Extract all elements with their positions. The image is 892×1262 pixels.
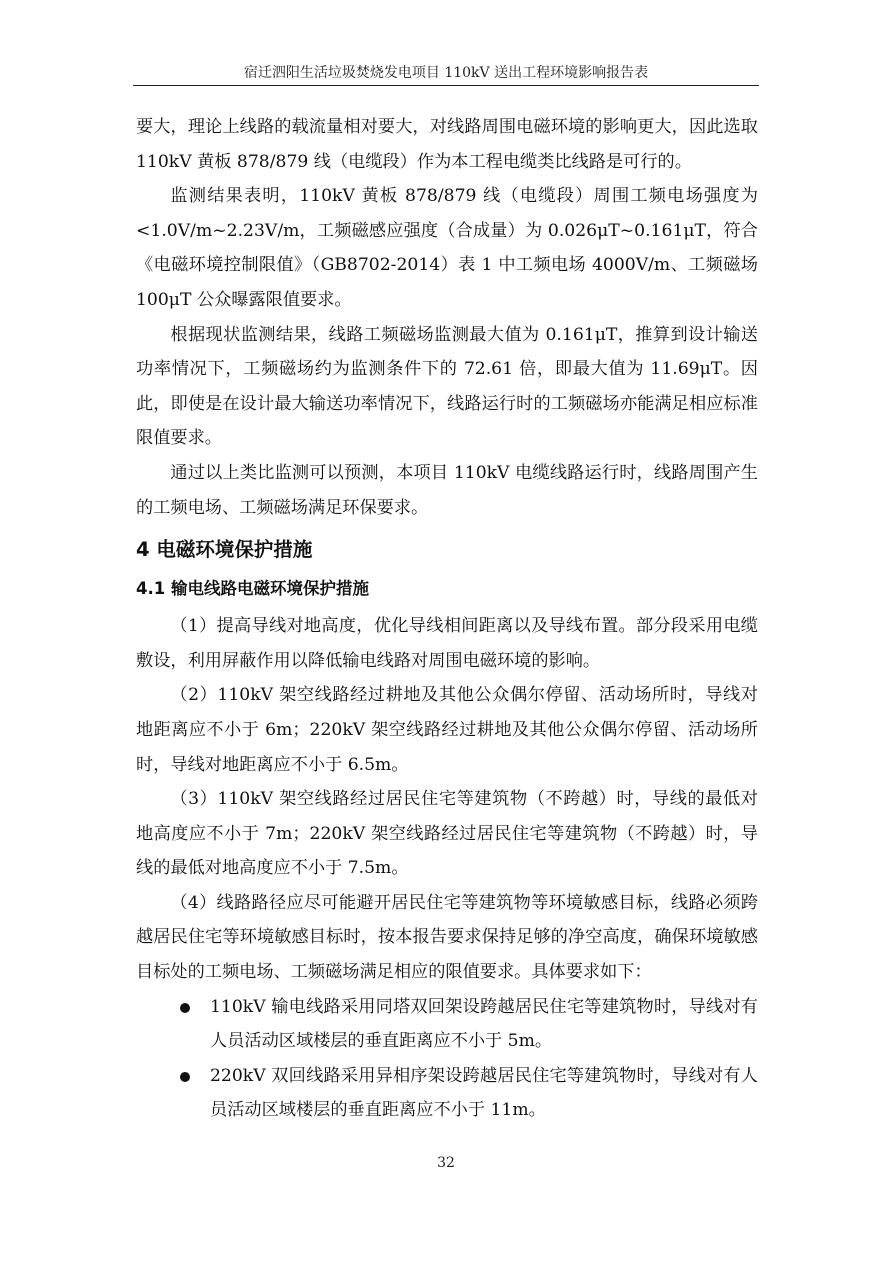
page-number: 32 xyxy=(437,1155,455,1171)
list-item xyxy=(136,1059,758,1128)
header-divider xyxy=(133,85,759,86)
measure-4: （4）线路路径应尽可能避开居民住宅等建筑物等环境敏感目标，线路必须跨越居民住宅等环境敏感目标时，按本报告要求保持足够的净空高度，确保环境敏感目标处的工频电场、工频磁场满足相应的限值要求。具体要求如下： xyxy=(136,892,758,983)
paragraph-monitoring-results: 监测结果表明，110kV 黄板 878/879 线（电缆段）周围工频电场强度为 <1.0V/m~2.23V/m，工频磁感应强度（合成量）为 0.026μT~0.161μT，符合《电磁环境控制限值》（GB8702-2014）表 1 中工频电场 4000V/m、工频磁场 100μT 公众曝露限值要求。 xyxy=(136,186,758,310)
list-item-text: 110kV 输电线路采用同塔双回架设跨越居民住宅等建筑物时，导线对有人员活动区域楼层的垂直距离应不小于 5m。 xyxy=(210,996,758,1052)
paragraph-conclusion: 通过以上类比监测可以预测，本项目 110kV 电缆线路运行时，线路周围产生的工频电场、工频磁场满足环保要求。 xyxy=(136,462,758,518)
section-heading: 4 电磁环境保护措施 xyxy=(136,538,313,562)
subsection-heading: 4.1 输电线路电磁环境保护措施 xyxy=(136,579,369,599)
requirement-list xyxy=(136,990,758,1128)
page-body xyxy=(136,110,758,1128)
measure-3: （3）110kV 架空线路经过居民住宅等建筑物（不跨越）时，导线的最低对地高度应不小于 7m；220kV 架空线路经过居民住宅等建筑物（不跨越）时，导线的最低对地高度应不小于 7.5m。 xyxy=(136,789,758,879)
measure-2: （2）110kV 架空线路经过耕地及其他公众偶尔停留、活动场所时，导线对地距离应不小于 6m；220kV 架空线路经过耕地及其他公众偶尔停留、活动场所时，导线对地距离应不小于 6.5m。 xyxy=(136,685,758,775)
paragraph-continuation: 要大，理论上线路的载流量相对要大，对线路周围电磁环境的影响更大，因此选取 110kV 黄板 878/879 线（电缆段）作为本工程电缆类比线路是可行的。 xyxy=(136,117,758,172)
bullet-icon xyxy=(180,1003,190,1013)
running-header: 宿迁泗阳生活垃圾焚烧发电项目 110kV 送出工程环境影响报告表 xyxy=(243,65,649,81)
measure-1: （1）提高导线对地高度，优化导线相间距离以及导线布置。部分段采用电缆敷设，利用屏蔽作用以降低输电线路对周围电磁环境的影响。 xyxy=(136,616,758,671)
bullet-icon xyxy=(180,1072,190,1082)
list-item-text: 220kV 双回线路采用异相序架设跨越居民住宅等建筑物时，导线对有人员活动区域楼层的垂直距离应不小于 11m。 xyxy=(210,1065,758,1121)
paragraph-extrapolation: 根据现状监测结果，线路工频磁场监测最大值为 0.161μT，推算到设计输送功率情况下，工频磁场约为监测条件下的 72.61 倍，即最大值为 11.69μT。因此，即使是在设计最大输送功率情况下，线路运行时的工频磁场亦能满足相应标准限值要求。 xyxy=(136,324,758,449)
list-item xyxy=(136,990,758,1059)
